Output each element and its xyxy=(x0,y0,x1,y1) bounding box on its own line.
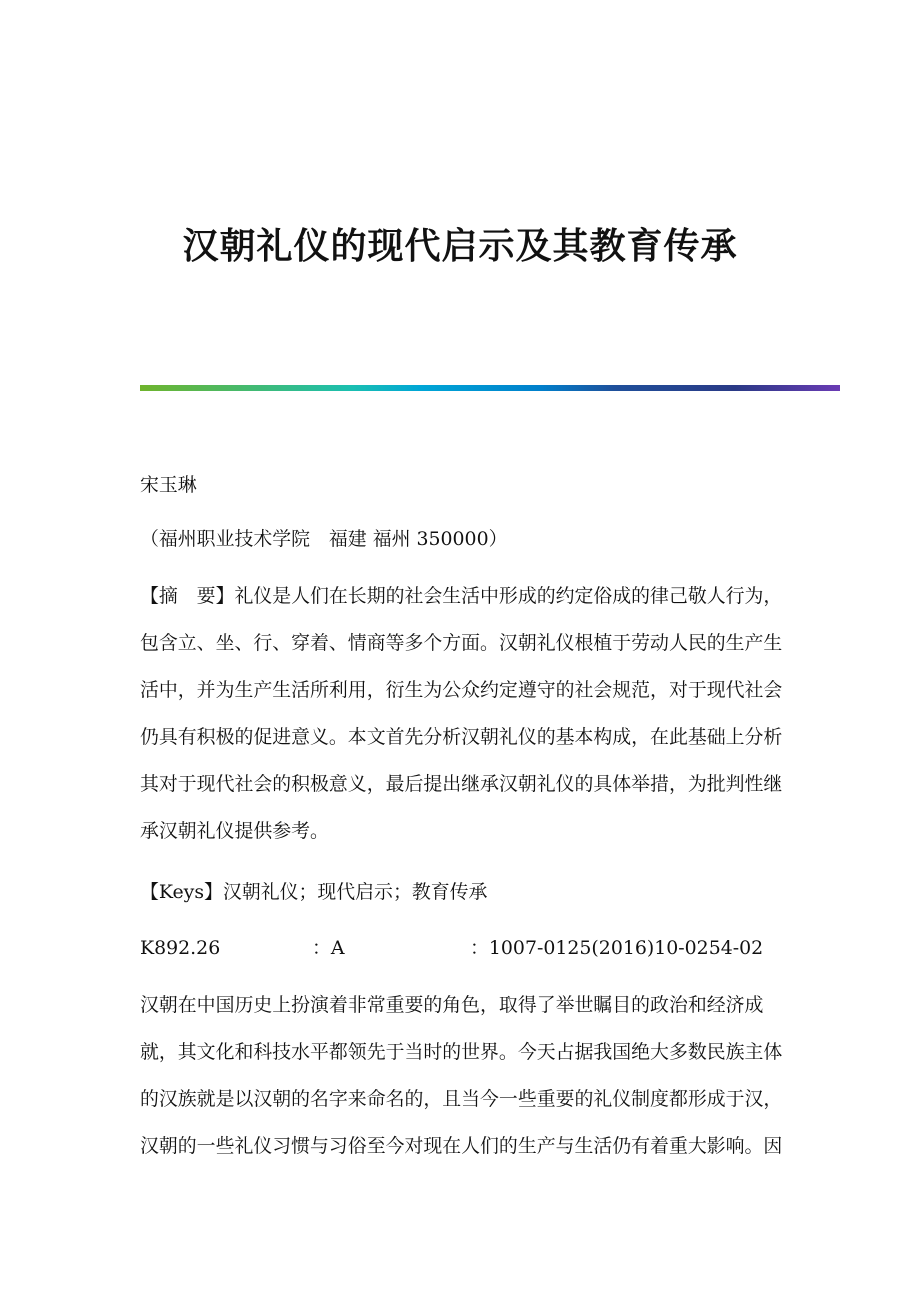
abstract-line: 包含立、坐、行、穿着、情商等多个方面。汉朝礼仪根植于劳动人民的生产生 xyxy=(140,632,783,654)
gradient-divider xyxy=(140,385,840,391)
abstract-line: 承汉朝礼仪提供参考。 xyxy=(140,820,329,842)
author: 宋玉琳 xyxy=(140,474,197,496)
affiliation: （福州职业技术学院 福建 福州 350000） xyxy=(140,528,508,550)
document-code: ：A xyxy=(312,937,345,959)
body-line: 汉朝的一些礼仪习惯与习俗至今对现在人们的生产与生活仍有着重大影响。因 xyxy=(140,1135,783,1157)
abstract-line: 仍具有积极的促进意义。本文首先分析汉朝礼仪的基本构成，在此基础上分析 xyxy=(140,726,783,748)
body-line: 汉朝在中国历史上扮演着非常重要的角色，取得了举世瞩目的政治和经济成 xyxy=(140,994,764,1016)
abstract-line: 活中，并为生产生活所利用，衍生为公众约定遵守的社会规范，对于现代社会 xyxy=(140,679,783,701)
article-id: ：1007-0125(2016)10-0254-02 xyxy=(470,937,764,959)
body-line: 的汉族就是以汉朝的名字来命名的，且当今一些重要的礼仪制度都形成于汉， xyxy=(140,1088,783,1110)
body-line: 就，其文化和科技水平都领先于当时的世界。今天占据我国绝大多数民族主体 xyxy=(140,1041,783,1063)
classification-number: K892.26 xyxy=(140,937,221,959)
abstract-line: 【摘 要】礼仪是人们在长期的社会生活中形成的约定俗成的律己敬人行为， xyxy=(140,585,783,607)
abstract-line: 其对于现代社会的积极意义，最后提出继承汉朝礼仪的具体举措，为批判性继 xyxy=(140,773,783,795)
document-title: 汉朝礼仪的现代启示及其教育传承 xyxy=(182,225,738,267)
keywords: 【Keys】汉朝礼仪；现代启示；教育传承 xyxy=(140,881,488,903)
